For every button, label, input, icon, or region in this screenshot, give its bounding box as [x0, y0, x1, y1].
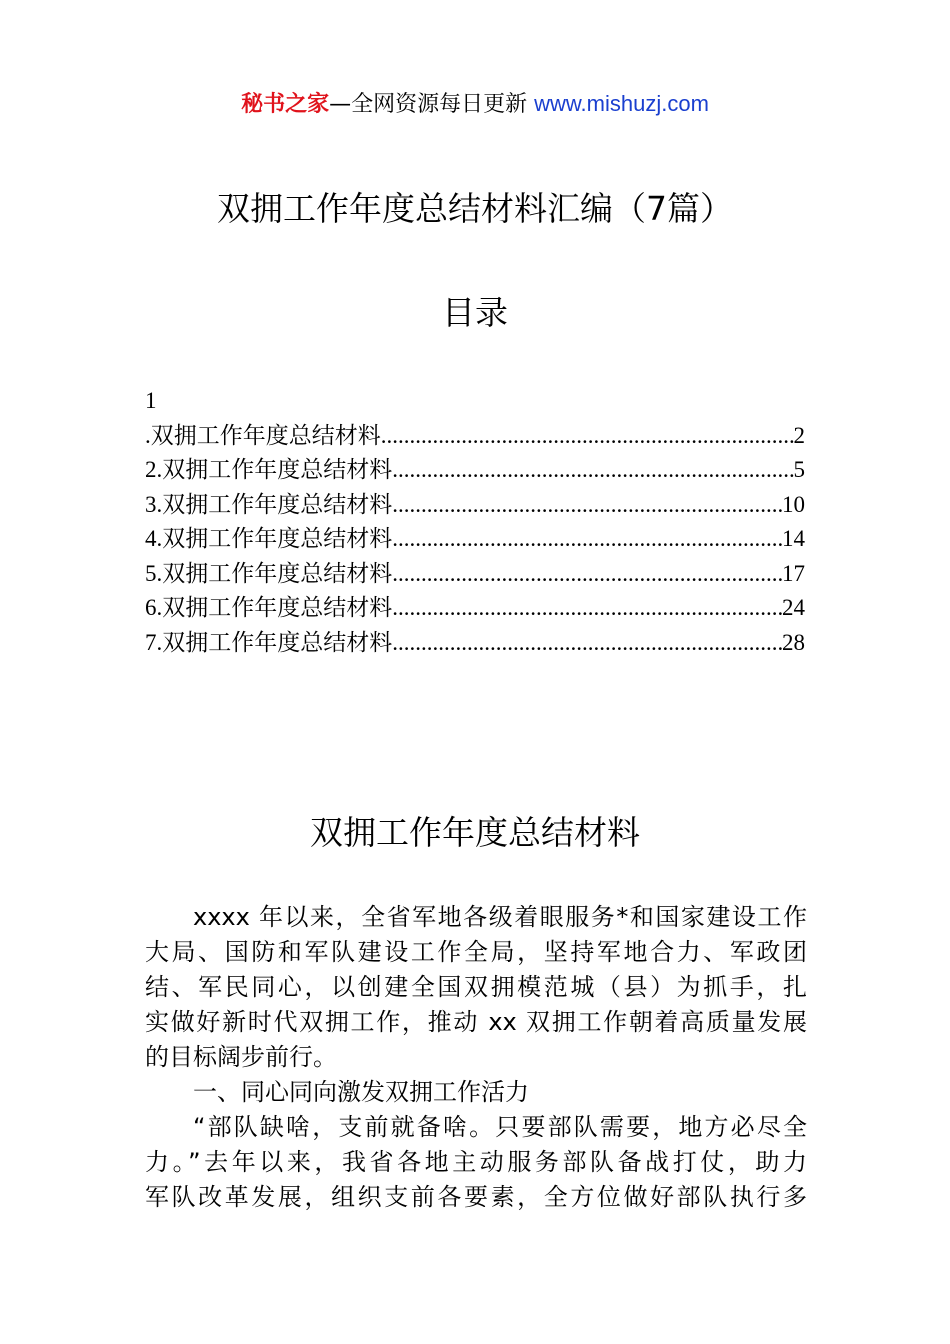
- toc-leader-dots: [392, 557, 782, 592]
- toc-entry-page: 5: [793, 457, 805, 482]
- toc-leader-dots: [392, 591, 782, 626]
- toc-leader-dots: [381, 419, 794, 454]
- toc-entry[interactable]: [145, 453, 805, 488]
- toc-entry-text: 2.双拥工作年度总结材料: [145, 457, 393, 482]
- text-line: 军队改革发展，组织支前各要素，全方位做好部队执行多: [145, 1183, 807, 1211]
- paragraph: [145, 1110, 807, 1215]
- toc-leader-dots: [392, 453, 793, 488]
- toc-entry-text: 5.双拥工作年度总结材料: [145, 560, 393, 586]
- toc-entry-text: 3.双拥工作年度总结材料: [145, 491, 393, 517]
- toc-entry[interactable]: [145, 522, 805, 557]
- toc-heading: 目录: [442, 293, 508, 332]
- toc-entry-page: 28: [782, 629, 805, 655]
- text-line: “部队缺啥，支前就备啥。只要部队需要，地方必尽全: [193, 1113, 807, 1141]
- header-tagline: —全网资源每日更新: [329, 92, 528, 117]
- toc-entry[interactable]: [145, 591, 805, 626]
- site-header: [0, 88, 950, 121]
- brand-name: 秘书之家: [241, 92, 330, 117]
- toc-entry[interactable]: [145, 419, 805, 454]
- toc-entry-text: 6.双拥工作年度总结材料: [145, 595, 393, 620]
- toc-entry-page: 10: [782, 491, 805, 517]
- heading-line: 一、同心同向激发双拥工作活力: [193, 1078, 529, 1106]
- toc-entry-page: 17: [782, 560, 805, 586]
- body-text: [145, 900, 807, 1215]
- toc-entry-text: 4.双拥工作年度总结材料: [145, 526, 393, 551]
- toc-entry-text: 7.双拥工作年度总结材料: [145, 629, 393, 655]
- document-title: 双拥工作年度总结材料汇编（7篇）: [217, 189, 733, 228]
- toc-entry[interactable]: [145, 626, 805, 661]
- paragraph: [145, 900, 807, 1075]
- toc-entry[interactable]: [145, 488, 805, 523]
- toc-entry-page: 14: [782, 526, 805, 551]
- table-of-contents: [145, 384, 805, 660]
- toc-first-number: 1: [145, 388, 157, 413]
- toc-leader-dots: [392, 488, 782, 523]
- text-line: 的目标阔步前行。: [145, 1043, 337, 1071]
- site-url-link[interactable]: www.mishuzj.com: [534, 91, 709, 116]
- toc-entry-text: .双拥工作年度总结材料: [145, 422, 381, 448]
- toc-entry-page: 24: [782, 595, 805, 620]
- text-line: 实做好新时代双拥工作，推动 xx 双拥工作朝着高质量发展: [145, 1008, 807, 1036]
- toc-leader-dots: [392, 522, 782, 557]
- toc-entry[interactable]: [145, 557, 805, 592]
- section-title: 双拥工作年度总结材料: [310, 813, 640, 852]
- text-line: xxxx 年以来，全省军地各级着眼服务*和国家建设工作: [193, 903, 807, 931]
- section-heading: [145, 1075, 807, 1110]
- text-line: 结、军民同心，以创建全国双拥模范城（县）为抓手，扎: [145, 973, 807, 1001]
- toc-entry-page: 2: [793, 422, 805, 448]
- text-line: 力。”去年以来，我省各地主动服务部队备战打仗，助力: [145, 1148, 807, 1176]
- toc-leader-dots: [392, 626, 782, 661]
- text-line: 大局、国防和军队建设工作全局，坚持军地合力、军政团: [145, 938, 807, 966]
